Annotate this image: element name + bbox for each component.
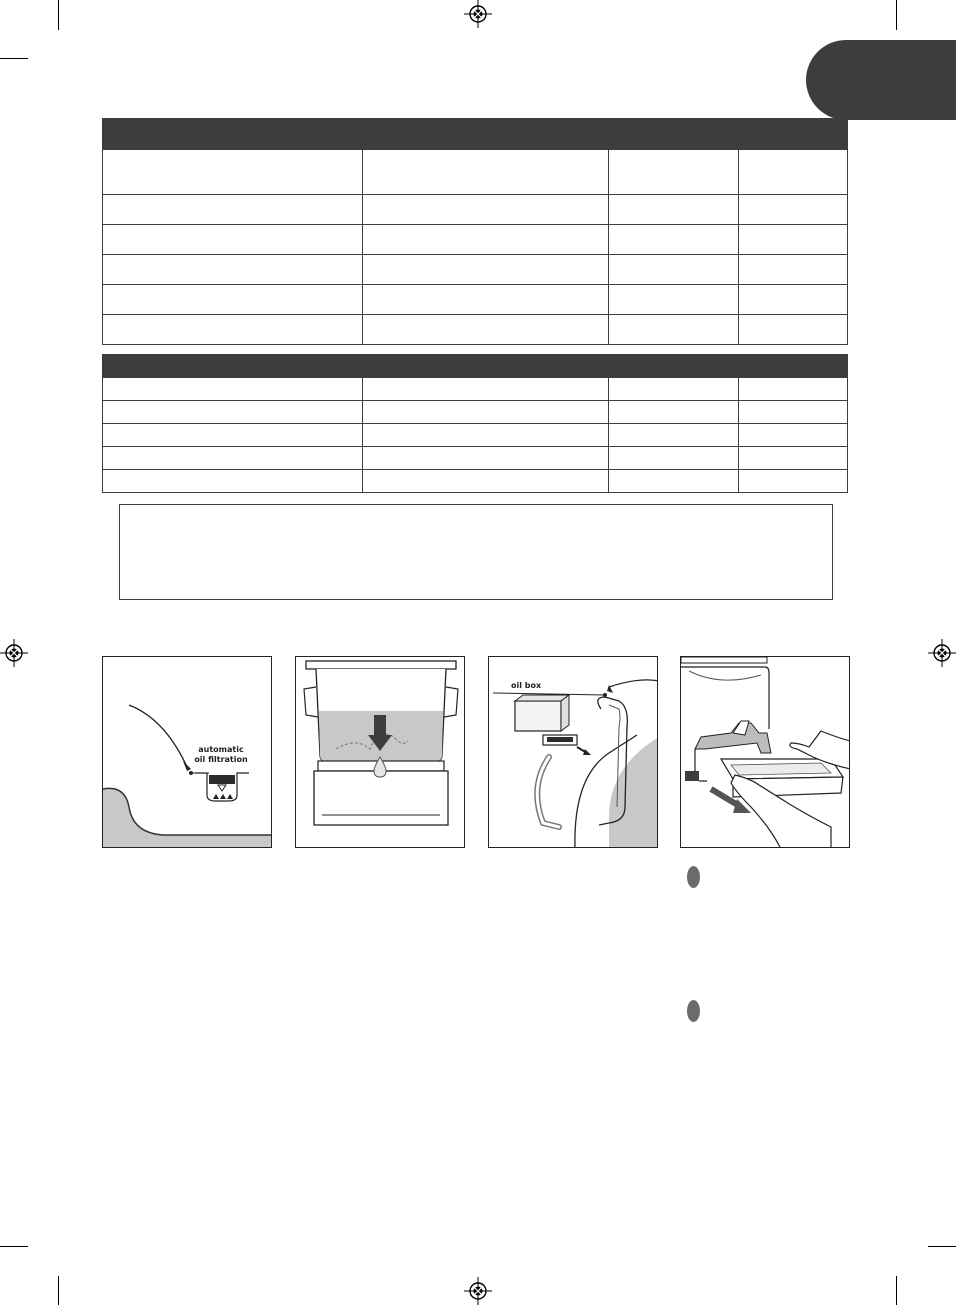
remove-drawer-illustration [681, 657, 850, 848]
crop-mark-bl-h [0, 1246, 28, 1247]
registration-mark-bottom [464, 1277, 492, 1305]
table-row [103, 195, 848, 225]
crop-mark-tl-h [0, 58, 28, 59]
figure-oil-filtration [102, 656, 272, 848]
registration-mark-top [464, 0, 492, 28]
table-header-band [103, 119, 848, 150]
crop-mark-br-v [896, 1276, 897, 1305]
table-row [103, 378, 848, 401]
figure-oil-draining [295, 656, 465, 848]
table-row [103, 401, 848, 424]
crop-mark-br-h [928, 1246, 956, 1247]
registration-mark-right [928, 639, 956, 667]
table-row [103, 225, 848, 255]
figure-remove-drawer [680, 656, 850, 848]
cooking-table-1 [102, 118, 848, 345]
bowl-draining-illustration [296, 657, 465, 848]
step-bullet-2 [687, 1000, 700, 1022]
language-tab [806, 40, 956, 120]
table-row [103, 255, 848, 285]
figure-oil-box [488, 656, 658, 848]
crop-mark-tr-v [896, 0, 897, 30]
table-row [103, 470, 848, 493]
registration-mark-left [0, 639, 28, 667]
table-row [103, 447, 848, 470]
oil-filtration-label-2: oil filtration [194, 755, 248, 764]
table-row [103, 315, 848, 345]
table-row [103, 285, 848, 315]
table-row [103, 150, 848, 195]
table-row [103, 424, 848, 447]
cooking-table-2 [102, 354, 848, 493]
note-box [119, 504, 833, 600]
step-bullet-1 [687, 866, 700, 888]
oil-box-label: oil box [511, 681, 542, 690]
oil-filtration-label-1: automatic [198, 745, 244, 754]
table-header-band [103, 355, 848, 378]
crop-mark-tl-v [58, 0, 59, 30]
crop-mark-bl-v [58, 1276, 59, 1305]
